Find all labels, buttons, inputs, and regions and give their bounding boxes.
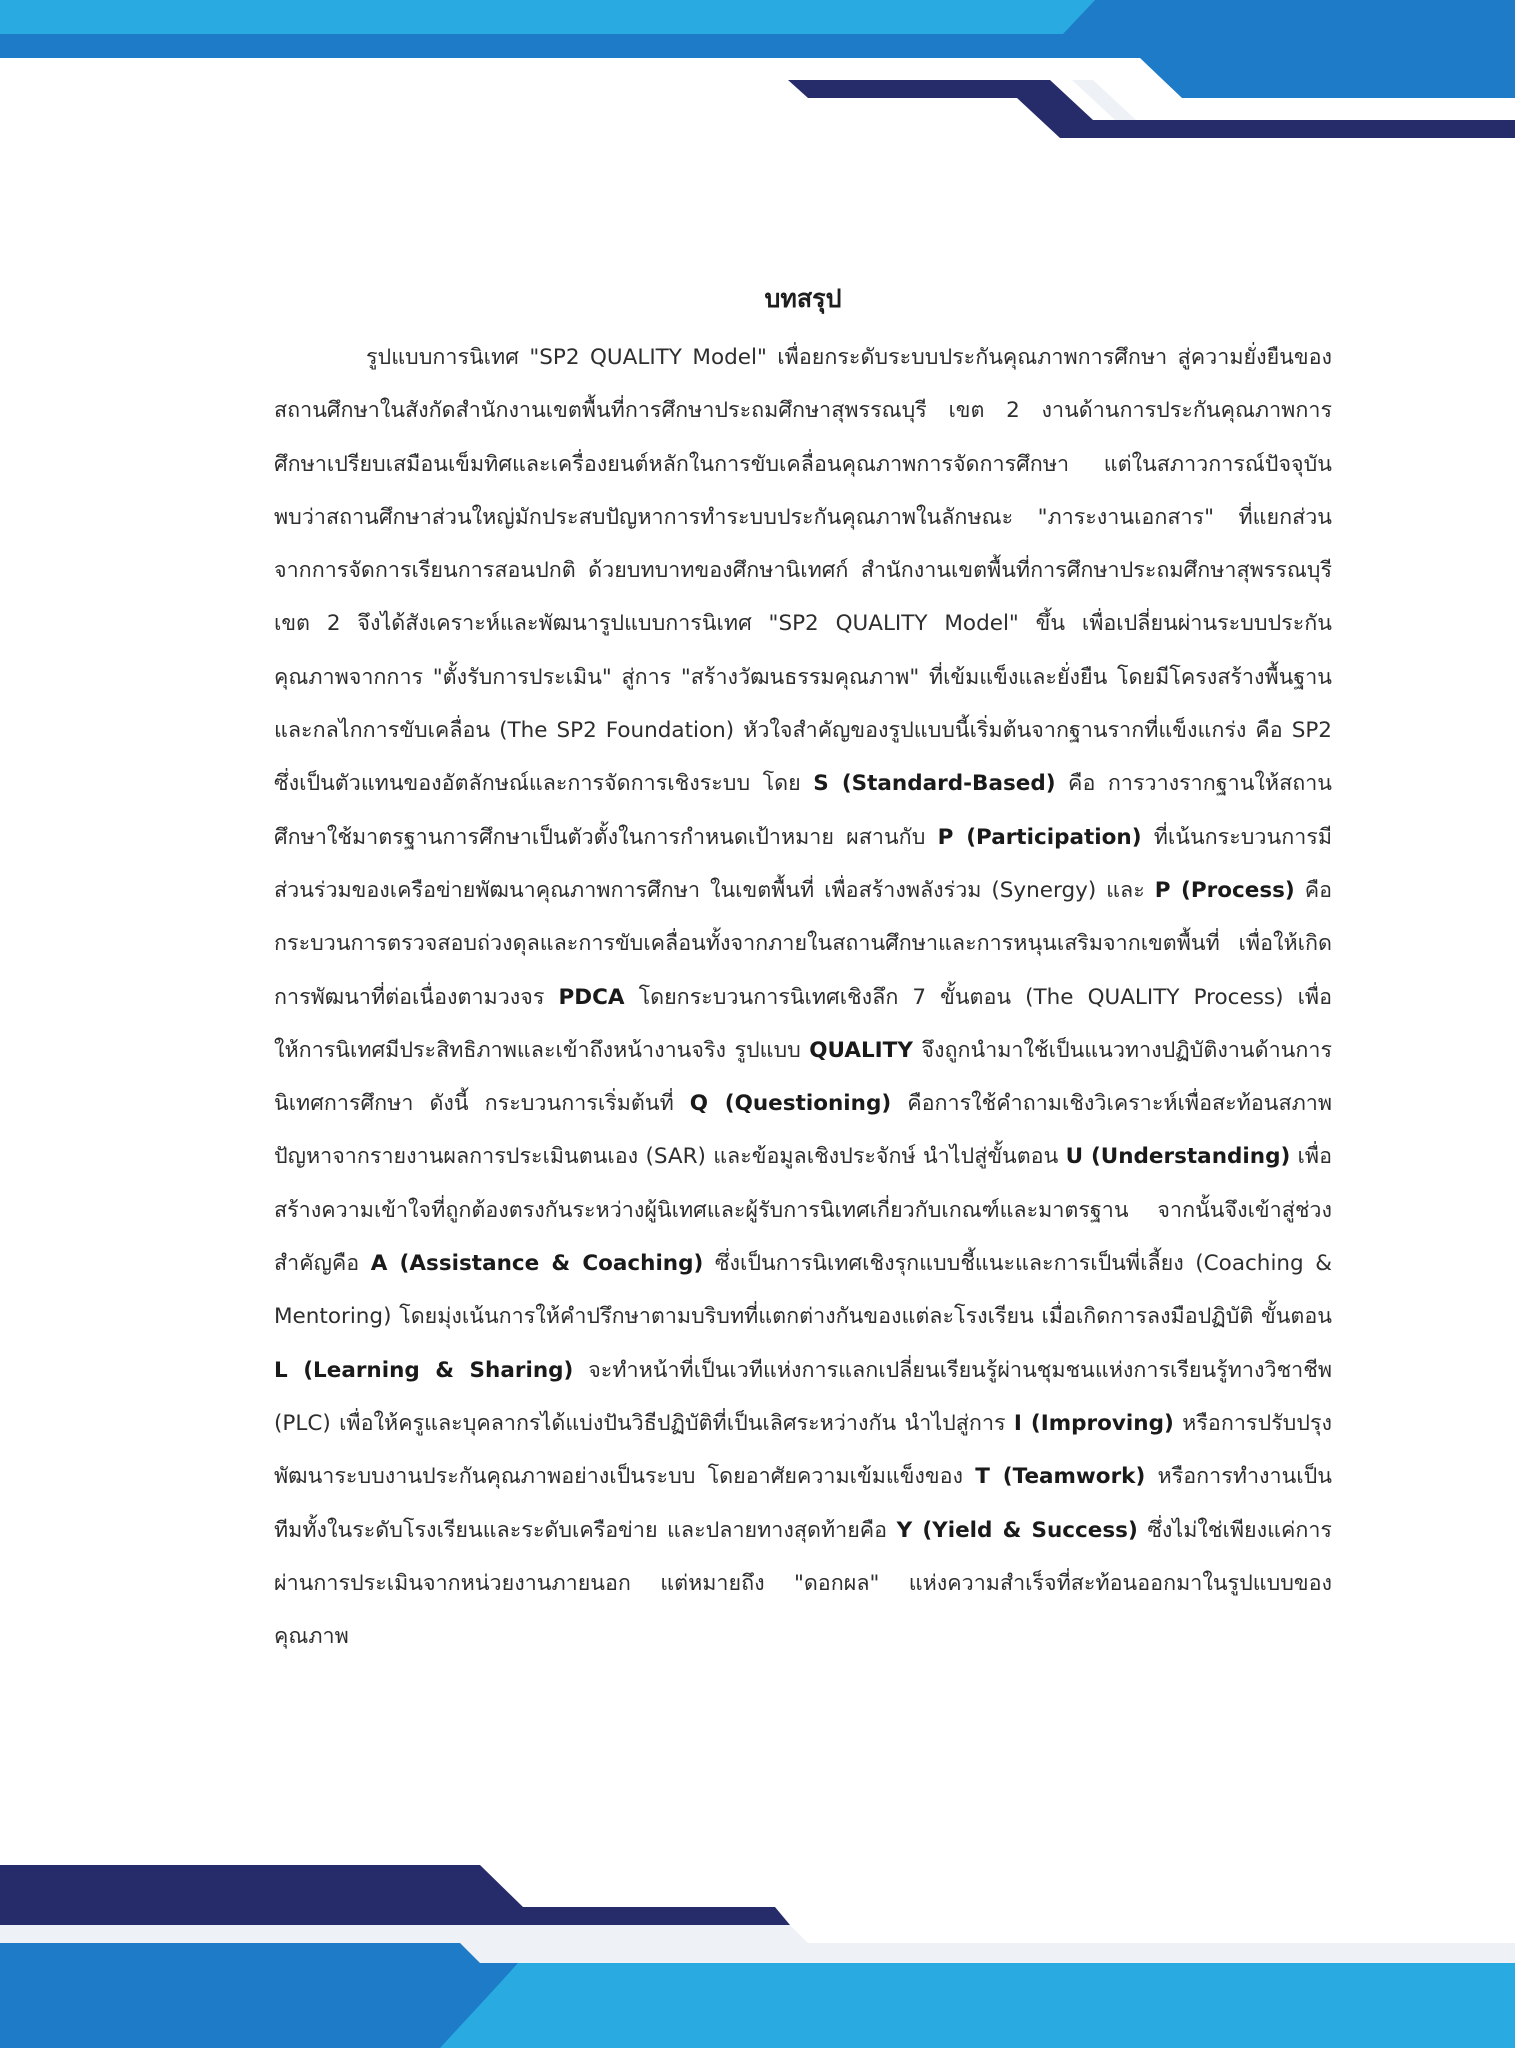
bold-term: L (Learning & Sharing) bbox=[274, 1357, 574, 1383]
body-text-run: คือ การวางรากฐานให้สถานศึกษาใช้มาตรฐานการศึกษาเป็นตัวตั้งในการกำหนดเป้าหมาย ผสานกับ bbox=[274, 771, 1332, 850]
body-text-run: หรือการปรับปรุงพัฒนาระบบงานประกันคุณภาพอย่างเป็นระบบ โดยอาศัยความเข้มแข็งของ bbox=[274, 1410, 1332, 1490]
body-text-run: จะทำหน้าที่เป็นเวทีแห่งการแลกเปลี่ยนเรียนรู้ผ่านชุมชนแห่งการเรียนรู้ทางวิชาชีพ (PLC) เพื่อให้ครูและบุคลากรได้แบ่งปันวิธีปฏิบัติที่เป็นเลิศระหว่างกัน นำไปสู่การ bbox=[274, 1357, 1332, 1436]
page-title: บทสรุป bbox=[764, 284, 842, 313]
summary-paragraph bbox=[274, 331, 1332, 1663]
bold-term: QUALITY bbox=[809, 1037, 913, 1063]
body-text-run: จึงถูกนำมาใช้เป็นแนวทางปฏิบัติงานด้านการนิเทศการศึกษา ดังนี้ กระบวนการเริ่มต้นที่ bbox=[274, 1037, 1332, 1117]
body-text-run: คือ กระบวนการตรวจสอบถ่วงดุลและการขับเคลื่อนทั้งจากภายในสถานศึกษาและการหนุนเสริมจากเขตพื้นที่ เพื่อให้เกิดการพัฒนาที่ต่อเนื่องตามวงจร bbox=[274, 877, 1333, 1010]
body-text-run: ที่เน้นกระบวนการมีส่วนร่วมของเครือข่ายพัฒนาคุณภาพการศึกษา ในเขตพื้นที่ เพื่อสร้างพลังร่วม (Synergy) และ bbox=[274, 824, 1333, 903]
footer-decoration bbox=[0, 1855, 1515, 2048]
bold-term: Y (Yield & Success) bbox=[896, 1517, 1138, 1543]
bold-term: S (Standard-Based) bbox=[813, 771, 1056, 797]
header-decoration bbox=[0, 0, 1515, 145]
bold-term: P (Participation) bbox=[937, 824, 1142, 850]
body-text-run: รูปแบบการนิเทศ "SP2 QUALITY Model" เพื่อยกระดับระบบประกันคุณภาพการศึกษา สู่ความยั่งยืนของสถานศึกษาในสังกัดสำนักงานเขตพื้นที่การศึกษาประถมศึกษาสุพรรณบุรี เขต 2 งานด้านการประกันคุณภาพการศึกษาเปรียบเสมือนเข็มทิศและเครื่องยนต์หลักในการขับเคลื่อนคุณภาพการจัดการศึกษา แต่ในสภาวการณ์ปัจจุบัน พบว่าสถานศึกษาส่วนใหญ่มักประสบปัญหาการทำระบบประกันคุณภาพในลักษณะ "ภาระงานเอกสาร" ที่แยกส่วนจากการจัดการเรียนการสอนปกติ ด้วยบทบาทของศึกษานิเทศก์ สำนักงานเขตพื้นที่การศึกษาประถมศึกษาสุพรรณบุรี เขต 2 จึงได้สังเคราะห์และพัฒนารูปแบบการนิเทศ "SP2 QUALITY Model" ขึ้น เพื่อเปลี่ยนผ่านระบบประกันคุณภาพจากการ "ตั้งรับการประเมิน" สู่การ "สร้างวัฒนธรรมคุณภาพ" ที่เข้มแข็งและยั่งยืน โดยมีโครงสร้างพื้นฐานและกลไกการขับเคลื่อน (The SP2 Foundation) หัวใจสำคัญของรูปแบบนี้เริ่มต้นจากฐานรากที่แข็งแกร่ง คือ SP2 ซึ่งเป็นตัวแทนของอัตลักษณ์และการจัดการเชิงระบบ โดย bbox=[274, 345, 1332, 797]
bold-term: I (Improving) bbox=[1013, 1410, 1174, 1436]
body-text-run: หรือการทำงานเป็นทีมทั้งในระดับโรงเรียนและระดับเครือข่าย และปลายทางสุดท้ายคือ bbox=[274, 1464, 1332, 1543]
bold-term: A (Assistance & Coaching) bbox=[370, 1251, 704, 1277]
bold-term: Q (Questioning) bbox=[689, 1091, 892, 1117]
bold-term: U (Understanding) bbox=[1065, 1144, 1291, 1170]
body-text-run: คือการใช้คำถามเชิงวิเคราะห์เพื่อสะท้อนสภาพปัญหาจากรายงานผลการประเมินตนเอง (SAR) และข้อมูลเชิงประจักษ์ นำไปสู่ขั้นตอน bbox=[274, 1091, 1332, 1170]
bold-term: PDCA bbox=[558, 984, 625, 1010]
bold-term: T (Teamwork) bbox=[975, 1464, 1146, 1490]
bold-term: P (Process) bbox=[1154, 877, 1295, 903]
body-text-run: เพื่อสร้างความเข้าใจที่ถูกต้องตรงกันระหว่างผู้นิเทศและผู้รับการนิเทศเกี่ยวกับเกณฑ์และมาตรฐาน จากนั้นจึงเข้าสู่ช่วงสำคัญคือ bbox=[274, 1144, 1332, 1277]
body-text-run: ซึ่งเป็นการนิเทศเชิงรุกแบบชี้แนะและการเป็นพี่เลี้ยง (Coaching & Mentoring) โดยมุ่งเน้นการให้คำปรึกษาตามบริบทที่แตกต่างกันของแต่ละโรงเรียน เมื่อเกิดการลงมือปฏิบัติ ขั้นตอน bbox=[274, 1251, 1332, 1330]
summary-section bbox=[274, 275, 1332, 1663]
body-text-run: ซึ่งไม่ใช่เพียงแค่การผ่านการประเมินจากหน่วยงานภายนอก แต่หมายถึง "ดอกผล" แห่งความสำเร็จที่สะท้อนออกมาในรูปแบบของคุณภาพ bbox=[274, 1517, 1332, 1650]
body-text-run: โดยกระบวนการนิเทศเชิงลึก 7 ขั้นตอน (The QUALITY Process) เพื่อให้การนิเทศมีประสิทธิภาพและเข้าถึงหน้างานจริง รูปแบบ bbox=[274, 984, 1333, 1063]
